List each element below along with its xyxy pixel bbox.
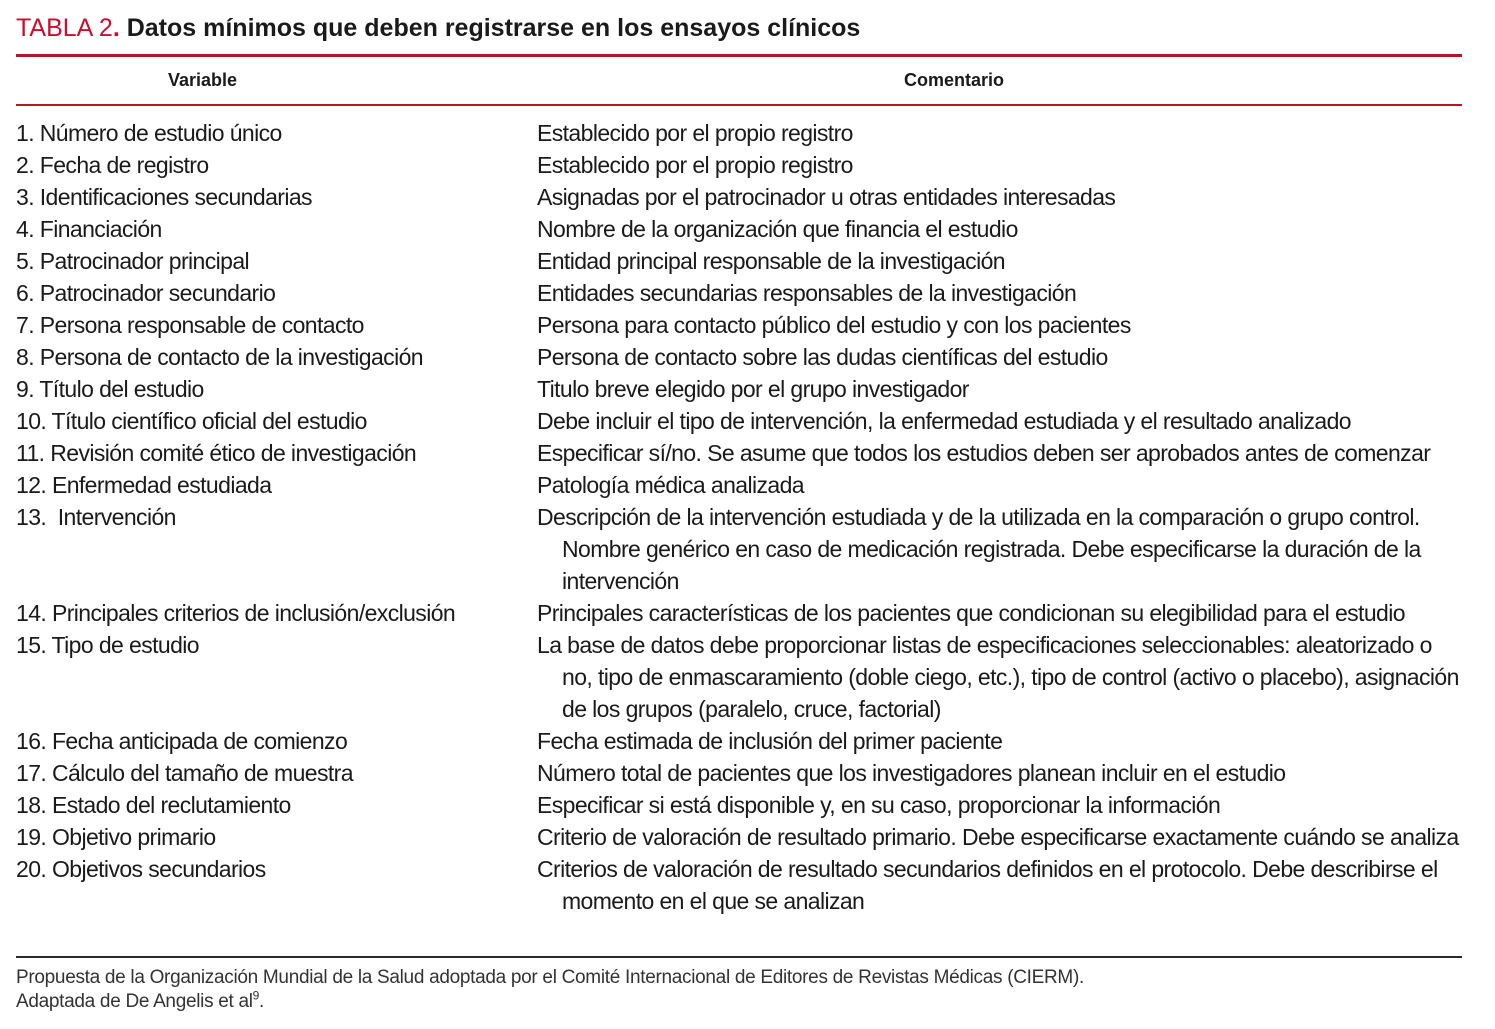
variable-cell: 17. Cálculo del tamaño de muestra: [16, 760, 353, 786]
footnote-end: .: [259, 991, 265, 1012]
footnote-line-2: [16, 990, 1466, 1014]
variable-cell: 13. Intervención: [16, 504, 176, 530]
variable-cell: 4. Financiación: [16, 216, 162, 242]
variable-cell: 19. Objetivo primario: [16, 824, 216, 850]
table-row: [16, 597, 1466, 629]
table-row: [16, 821, 1466, 853]
table-title-text: Datos mínimos que deben registrarse en los ensayos clínicos: [119, 14, 861, 42]
table-row: [16, 117, 1466, 149]
comment-cell: Criterio de valoración de resultado primario. Debe especificarse exactamente cuándo se analiza: [537, 824, 1459, 850]
comment-cell: Titulo breve elegido por el grupo investigador: [537, 376, 969, 402]
comment-cell: Criterios de valoración de resultado secundarios definidos en el protocolo. Debe describirse el momento en el que se analizan: [537, 856, 1438, 914]
table-row: [16, 245, 1466, 277]
comment-cell: Entidad principal responsable de la investigación: [537, 248, 1005, 274]
comment-cell: Descripción de la intervención estudiada y de la utilizada en la comparación o grupo control. Nombre genérico en caso de medicación registrada. Debe especificarse la duración de la intervención: [537, 504, 1421, 594]
variable-cell: 14. Principales criterios de inclusión/exclusión: [16, 600, 456, 626]
comment-cell: Entidades secundarias responsables de la investigación: [537, 280, 1077, 306]
table-row: [16, 757, 1466, 789]
comment-cell: Nombre de la organización que financia el estudio: [537, 216, 1018, 242]
table-row: [16, 149, 1466, 181]
table-row: [16, 853, 1466, 917]
comment-cell: Fecha estimada de inclusión del primer paciente: [537, 728, 1003, 754]
comment-cell: La base de datos debe proporcionar listas de especificaciones seleccionables: aleatorizado o no, tipo de enmascaramiento (doble ciego, etc.), tipo de control (activo o placebo), asignación de los grupos (paralelo, cruce, factorial): [537, 632, 1459, 722]
variable-cell: 12. Enfermedad estudiada: [16, 472, 272, 498]
table-row: [16, 213, 1466, 245]
variable-cell: 15. Tipo de estudio: [16, 632, 199, 658]
comment-cell: Establecido por el propio registro: [537, 152, 853, 178]
table-row: [16, 789, 1466, 821]
comment-cell: Asignadas por el patrocinador u otras entidades interesadas: [537, 184, 1116, 210]
comment-cell: Especificar sí/no. Se asume que todos los estudios deben ser aprobados antes de comenzar: [537, 440, 1431, 466]
comment-cell: Número total de pacientes que los investigadores planean incluir en el estudio: [537, 760, 1286, 786]
footnote-source: Adaptada de De Angelis et al: [16, 991, 253, 1012]
table-row: [16, 469, 1466, 501]
footnote-reference: 9: [252, 988, 260, 1003]
comment-cell: Especificar si está disponible y, en su caso, proporcionar la información: [537, 792, 1221, 818]
variable-cell: 18. Estado del reclutamiento: [16, 792, 291, 818]
table-row: [16, 277, 1466, 309]
variable-cell: 1. Número de estudio único: [16, 120, 282, 146]
header-rule: [16, 104, 1462, 106]
comment-cell: Principales características de los pacientes que condicionan su elegibilidad para el estudio: [537, 600, 1405, 626]
comment-cell: Persona de contacto sobre las dudas científicas del estudio: [537, 344, 1108, 370]
variable-cell: 2. Fecha de registro: [16, 152, 209, 178]
table-row: [16, 501, 1466, 597]
table-row: [16, 181, 1466, 213]
table-title: [16, 12, 1476, 44]
header-comment: Comentario: [904, 70, 1005, 90]
table-label-dot: .: [112, 14, 120, 42]
table-row: [16, 309, 1466, 341]
variable-cell: 8. Persona de contacto de la investigación: [16, 344, 423, 370]
table-row: [16, 373, 1466, 405]
table-label: TABLA 2: [16, 14, 113, 42]
top-rule: [16, 54, 1462, 57]
table-row: [16, 629, 1466, 725]
comment-cell: Persona para contacto público del estudio y con los pacientes: [537, 312, 1131, 338]
table-row: [16, 725, 1466, 757]
variable-cell: 7. Persona responsable de contacto: [16, 312, 364, 338]
bottom-rule: [16, 956, 1462, 958]
comment-cell: Patología médica analizada: [537, 472, 804, 498]
variable-cell: 3. Identificaciones secundarias: [16, 184, 312, 210]
variable-cell: 10. Título científico oficial del estudio: [16, 408, 367, 434]
variable-cell: 6. Patrocinador secundario: [16, 280, 276, 306]
table-row: [16, 437, 1466, 469]
table-body: [16, 117, 1466, 917]
table-row: [16, 341, 1466, 373]
table-row: [16, 405, 1466, 437]
comment-cell: Establecido por el propio registro: [537, 120, 853, 146]
variable-cell: 9. Título del estudio: [16, 376, 204, 402]
variable-cell: 11. Revisión comité ético de investigación: [16, 440, 417, 466]
variable-cell: 16. Fecha anticipada de comienzo: [16, 728, 348, 754]
variable-cell: 20. Objetivos secundarios: [16, 856, 266, 882]
header-variable: Variable: [168, 70, 238, 90]
comment-cell: Debe incluir el tipo de intervención, la enfermedad estudiada y el resultado analizado: [537, 408, 1352, 434]
footnote-line-1: Propuesta de la Organización Mundial de la Salud adoptada por el Comité Internacional de Editores de Revistas Médicas (CIERM).: [16, 967, 1084, 988]
variable-cell: 5. Patrocinador principal: [16, 248, 250, 274]
table-footnote: [16, 966, 1466, 1014]
